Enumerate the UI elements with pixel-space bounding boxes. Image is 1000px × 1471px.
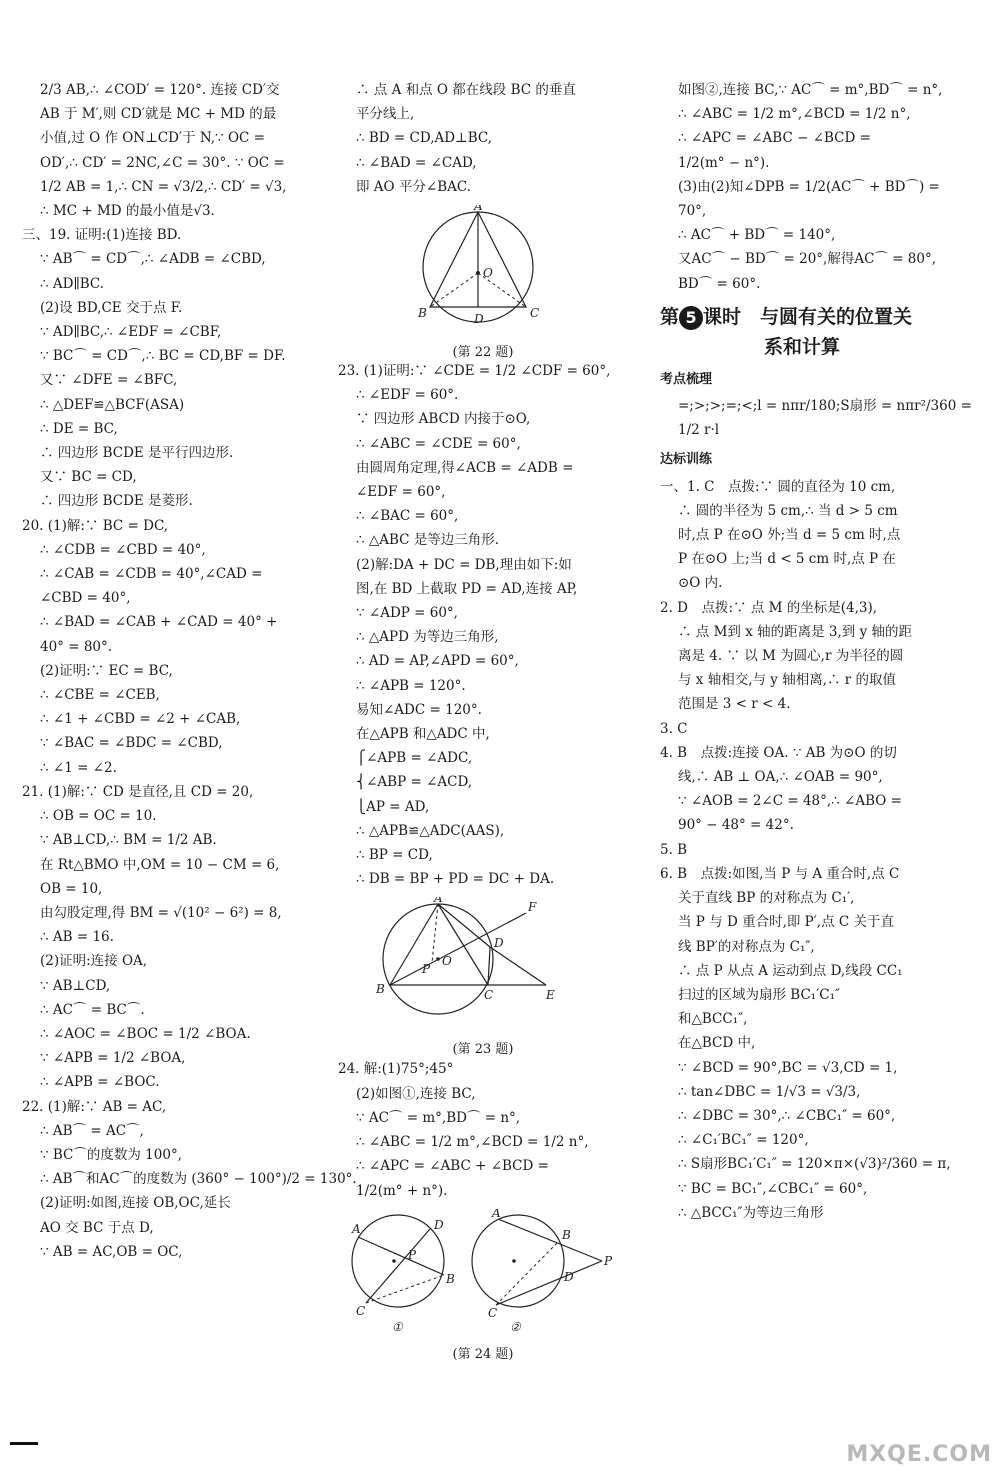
label-C: C bbox=[530, 306, 540, 321]
answer-column-2 bbox=[338, 78, 628, 1363]
figure-caption: (第 22 题) bbox=[452, 345, 514, 361]
text-line: ∴ ∠BAC = 60°, bbox=[356, 508, 459, 525]
text-line: 在△BCD 中, bbox=[678, 1035, 756, 1052]
lesson-number: 5 bbox=[679, 306, 703, 330]
text-line: 由圆周角定理,得∠ACB = ∠ADB = bbox=[356, 459, 574, 476]
text-line: ∴ △APB≌△ADC(AAS), bbox=[356, 822, 505, 839]
text-line: 由勾股定理,得 BM = √(10² − 6²) = 8, bbox=[40, 904, 282, 921]
text-line: ∵ AB⌒ = CD⌒,∴ ∠ADB = ∠CBD, bbox=[40, 251, 266, 268]
text-line: (3)由(2)知∠DPB = 1/2(AC⌒ + BD⌒) = bbox=[678, 178, 940, 195]
text-line: 又AC⌒ − BD⌒ = 20°,解得AC⌒ = 80°, bbox=[678, 251, 937, 268]
text-line: 4. B 点拨:连接 OA. ∵ AB 为⊙O 的切 bbox=[660, 744, 897, 761]
label-E: E bbox=[546, 988, 555, 1003]
watermark: MXQE.COM bbox=[846, 1442, 992, 1467]
text-line: 20. (1)解:∵ BC = DC, bbox=[22, 517, 169, 534]
text-line: ∵ AB⊥CD,∴ BM = 1/2 AB. bbox=[40, 832, 217, 849]
text-line: ∴ ∠APB = 120°. bbox=[356, 677, 466, 694]
subheading-dabiao: 达标训练 bbox=[660, 452, 713, 468]
label-D: D bbox=[564, 1269, 574, 1284]
text-line: ∴ ∠APC = ∠ABC − ∠BCD = bbox=[678, 130, 871, 147]
answer-column-3 bbox=[660, 78, 985, 1225]
text-line: 70°, bbox=[678, 203, 707, 220]
text-line: 如图②,连接 BC,∵ AC⌒ = m°,BD⌒ = n°, bbox=[678, 82, 943, 98]
subheading-kaodian: 考点梳理 bbox=[660, 371, 713, 387]
text-line: (2)解:DA + DC = DB,理由如下:如 bbox=[356, 556, 572, 573]
text-line: 范围是 3 < r < 4. bbox=[678, 696, 791, 713]
text-line: ∵ 四边形 ABCD 内接于⊙O, bbox=[356, 411, 531, 428]
label-B: B bbox=[446, 1271, 455, 1286]
figure-caption: (第 24 题) bbox=[452, 1346, 514, 1362]
text-line: ∵ ∠APB = 1/2 ∠BOA, bbox=[40, 1050, 186, 1067]
text-line: 扫过的区域为扇形 BC₁′C₁″ bbox=[678, 986, 841, 1003]
label-D: D bbox=[494, 936, 504, 951]
text-line: ∴ ∠1 = ∠2. bbox=[40, 759, 117, 776]
label-C: C bbox=[484, 988, 494, 1003]
text-line: =;>;>;=;<;l = nπr/180;S扇形 = nπr²/360 = bbox=[678, 398, 972, 415]
label-C: C bbox=[488, 1305, 498, 1320]
text-line: BD⌒ = 60°. bbox=[678, 275, 761, 292]
text-line: ∴ ∠CDB = ∠CBD = 40°, bbox=[40, 541, 206, 558]
label-A: A bbox=[434, 897, 443, 906]
text-line: 一、1. C 点拨:∵ 圆的直径为 10 cm, bbox=[660, 478, 896, 495]
text-line: 3. C bbox=[660, 720, 688, 737]
text-line: ∴ DB = BP + PD = DC + DA. bbox=[356, 871, 555, 888]
label-C: C bbox=[356, 1303, 366, 1318]
text-line: ∴ 点 A 和点 O 都在线段 BC 的垂直 bbox=[356, 82, 576, 98]
q22-text-end bbox=[338, 78, 628, 199]
text-line: ∴ ∠BAD = ∠CAD, bbox=[356, 154, 477, 171]
two-circles-diagram bbox=[338, 1209, 628, 1335]
text-line: ∴ 圆的半径为 5 cm,∴ 当 d > 5 cm bbox=[678, 502, 898, 519]
text-line: ⎧∠APB = ∠ADC, bbox=[356, 750, 473, 767]
text-line: 1/2(m° + n°). bbox=[356, 1182, 448, 1199]
text-line: 又∵ ∠DFE = ∠BFC, bbox=[40, 372, 178, 389]
label-O: O bbox=[483, 266, 493, 281]
text-line: 时,点 P 在⊙O 外;当 d = 5 cm 时,点 bbox=[678, 527, 901, 544]
text-line: (2)如图①,连接 BC, bbox=[356, 1085, 476, 1102]
text-line: 2. D 点拨:∵ 点 M 的坐标是(4,3), bbox=[660, 599, 878, 616]
text-line: ∴ BD = CD,AD⊥BC, bbox=[356, 130, 493, 147]
label-A: A bbox=[474, 205, 483, 214]
text-line: ∴ ∠DBC = 30°,∴ ∠CBC₁″ = 60°, bbox=[678, 1107, 896, 1124]
text-line: ∴ AB⌒ = AC⌒, bbox=[40, 1122, 144, 1139]
text-line: ∴ △APD 为等边三角形, bbox=[356, 629, 499, 646]
figure-q22 bbox=[338, 205, 628, 361]
text-line: ∴ ∠AOC = ∠BOC = 1/2 ∠BOA. bbox=[40, 1025, 251, 1042]
label-P: P bbox=[422, 962, 431, 977]
section-heading: 第 5 课时 与圆有关的位置关 系和计算 bbox=[660, 305, 913, 358]
q23-text bbox=[338, 359, 628, 891]
text-line: AO 交 BC 于点 D, bbox=[40, 1219, 154, 1236]
text-line: ∠CBD = 40°, bbox=[40, 590, 131, 607]
text-line: ∴ AB = 16. bbox=[40, 929, 114, 946]
text-line: 24. 解:(1)75°;45° bbox=[338, 1061, 454, 1078]
text-line: ∵ BC⌒ = CD⌒,∴ BC = CD,BF = DF. bbox=[40, 348, 286, 365]
text-line: ∴ ∠ABC = ∠CDE = 60°, bbox=[356, 435, 521, 452]
text-line: 40° = 80°. bbox=[40, 638, 113, 655]
text-line: ∴ AB⌒和AC⌒的度数为 (360° − 100°)/2 = 130°. bbox=[40, 1171, 357, 1188]
text-line: ∵ AB⊥CD, bbox=[40, 977, 111, 994]
text-line: 图,在 BD 上截取 PD = AD,连接 AP, bbox=[356, 580, 578, 597]
text-line: 离是 4. ∵ 以 M 为圆心,r 为半径的圆 bbox=[678, 648, 904, 665]
text-line: OB = 10, bbox=[40, 880, 103, 897]
text-line: (2)证明:如图,连接 OB,OC,延长 bbox=[40, 1195, 231, 1212]
text-line: (2)证明:∵ EC = BC, bbox=[40, 662, 173, 679]
text-line: P 在⊙O 上;当 d < 5 cm 时,点 P 在 bbox=[678, 551, 896, 568]
label-B: B bbox=[376, 982, 385, 997]
text-line: ∴ AC⌒ = BC⌒. bbox=[40, 1001, 145, 1018]
figure-q23 bbox=[338, 897, 628, 1057]
text-line: ∴ tan∠DBC = 1/√3 = √3/3, bbox=[678, 1083, 861, 1100]
label-P: P bbox=[604, 1253, 613, 1268]
q24-text bbox=[338, 1057, 628, 1202]
label-A: A bbox=[352, 1221, 361, 1236]
text-line: 即 AO 平分∠BAC. bbox=[356, 178, 472, 195]
text-line: ∵ BC = BC₁″,∠CBC₁″ = 60°, bbox=[678, 1180, 868, 1197]
text-line: 易知∠ADC = 120°. bbox=[356, 701, 482, 718]
text-line: (2)设 BD,CE 交于点 F. bbox=[40, 299, 183, 316]
text-line: 当 P 与 D 重合时,即 P′,点 C 关于直 bbox=[678, 914, 895, 931]
text-line: (2)证明:连接 OA, bbox=[40, 953, 148, 970]
figure-q24 bbox=[338, 1208, 628, 1362]
text-line: ⎨∠ABP = ∠ACD, bbox=[356, 774, 473, 791]
label-B: B bbox=[562, 1227, 571, 1242]
q24-text-end bbox=[660, 78, 985, 296]
text-line: 23. (1)证明:∵ ∠CDE = 1/2 ∠CDF = 60°, bbox=[338, 363, 611, 380]
text-line: 线 BP′的对称点为 C₁″, bbox=[678, 938, 815, 955]
circle-quadrilateral-diagram bbox=[338, 897, 628, 1029]
text-line: 小值,过 O 作 ON⊥CD′于 N,∵ OC = bbox=[40, 130, 265, 147]
text-line: ∴ MC + MD 的最小值是√3. bbox=[40, 203, 215, 220]
page-edge-mark bbox=[10, 1442, 38, 1445]
text-line: ∴ DE = BC, bbox=[40, 420, 118, 437]
text-line: ∴ ∠1 + ∠CBD = ∠2 + ∠CAB, bbox=[40, 711, 241, 728]
dabiao-text bbox=[660, 475, 985, 1225]
text-line: ∴ 四边形 BCDE 是菱形. bbox=[40, 493, 193, 510]
label-D: D bbox=[474, 312, 484, 327]
text-line: 90° − 48° = 42°. bbox=[678, 817, 794, 834]
answer-column-1 bbox=[22, 78, 357, 1264]
text-line: 22. (1)解:∵ AB = AC, bbox=[22, 1098, 167, 1115]
text-line: ∴ △BCC₁″为等边三角形 bbox=[678, 1204, 824, 1221]
label-B: B bbox=[418, 306, 427, 321]
text-line: ∴ ∠CBE = ∠CEB, bbox=[40, 687, 160, 704]
label-O: O bbox=[442, 954, 452, 969]
text-line: ∵ ∠AOB = 2∠C = 48°,∴ ∠ABO = bbox=[678, 793, 902, 810]
text-line: 1/2 r·l bbox=[678, 422, 720, 439]
text-line: ∵ ∠BCD = 90°,BC = √3,CD = 1, bbox=[678, 1059, 898, 1076]
sub-figure-2: ② bbox=[510, 1319, 521, 1334]
circle-triangle-diagram bbox=[338, 205, 628, 333]
text-line: ∴ ∠CAB = ∠CDB = 40°,∠CAD = bbox=[40, 566, 263, 583]
label-P: P bbox=[408, 1247, 417, 1262]
label-A: A bbox=[492, 1208, 501, 1220]
text-line: ∴ ∠APC = ∠ABC + ∠BCD = bbox=[356, 1158, 549, 1175]
text-line: 21. (1)解:∵ CD 是直径,且 CD = 20, bbox=[22, 783, 254, 800]
text-line: ∴ 四边形 BCDE 是平行四边形. bbox=[40, 445, 234, 462]
text-line: AB 于 M′,则 CD′就是 MC + MD 的最 bbox=[40, 106, 277, 123]
text-line: 2/3 AB,∴ ∠COD′ = 120°. 连接 CD′交 bbox=[40, 82, 280, 98]
text-line: ∵ BC⌒的度数为 100°, bbox=[40, 1146, 182, 1163]
text-line: ∴ 点 M到 x 轴的距离是 3,到 y 轴的距 bbox=[678, 623, 912, 640]
text-line: ⎩AP = AD, bbox=[356, 798, 430, 815]
text-line: 三、19. 证明:(1)连接 BD. bbox=[22, 227, 182, 244]
label-D: D bbox=[434, 1217, 444, 1232]
text-line: 在 Rt△BMO 中,OM = 10 − CM = 6, bbox=[40, 856, 280, 873]
text-line: 关于直线 BP 的对称点为 C₁′, bbox=[678, 890, 855, 907]
text-line: ∠EDF = 60°, bbox=[356, 484, 446, 501]
text-line: 1/2(m° − n°). bbox=[678, 154, 770, 171]
text-line: ∴ S扇形BC₁′C₁″ = 120×π×(√3)²/360 = π, bbox=[678, 1156, 951, 1173]
text-line: 又∵ BC = CD, bbox=[40, 469, 137, 486]
text-line: ∴ ∠ABC = 1/2 m°,∠BCD = 1/2 n°, bbox=[678, 106, 911, 123]
sub-figure-1: ① bbox=[392, 1319, 403, 1334]
text-line: ∴ AD∥BC. bbox=[40, 275, 104, 292]
text-line: 1/2 AB = 1,∴ CN = √3/2,∴ CD′ = √3, bbox=[40, 178, 287, 195]
text-line: 和△BCC₁″, bbox=[678, 1011, 748, 1028]
text-line: ∴ ∠BAD = ∠CAB + ∠CAD = 40° + bbox=[40, 614, 278, 631]
text-line: 在△APB 和△ADC 中, bbox=[356, 726, 490, 743]
text-line: ∴ AC⌒ + BD⌒ = 140°, bbox=[678, 227, 836, 244]
text-line: 6. B 点拨:如图,当 P 与 A 重合时,点 C bbox=[660, 865, 900, 882]
text-line: 与 x 轴相交,与 y 轴相离,∴ r 的取值 bbox=[678, 672, 897, 689]
text-line: 5. B bbox=[660, 841, 688, 858]
text-line: OD′,∴ CD′ = 2NC,∠C = 30°. ∵ OC = bbox=[40, 154, 285, 171]
text-line: ∴ ∠APB = ∠BOC. bbox=[40, 1074, 160, 1091]
text-line: ⊙O 内. bbox=[678, 575, 723, 592]
text-line: ∴ △ABC 是等边三角形. bbox=[356, 532, 500, 549]
kaodian-text bbox=[660, 394, 985, 442]
text-line: ∵ ∠ADP = 60°, bbox=[356, 605, 458, 622]
text-line: 平分线上, bbox=[356, 106, 415, 123]
text-line: ∴ ∠ABC = 1/2 m°,∠BCD = 1/2 n°, bbox=[356, 1134, 589, 1151]
text-line: ∴ BP = CD, bbox=[356, 847, 433, 864]
text-line: ∴ ∠C₁′BC₁″ = 120°, bbox=[678, 1132, 809, 1149]
text-line: ∴ OB = OC = 10. bbox=[40, 808, 157, 825]
text-line: ∵ AC⌒ = m°,BD⌒ = n°, bbox=[356, 1109, 521, 1126]
text-line: ∴ △DEF≌△BCF(ASA) bbox=[40, 396, 185, 413]
figure-caption: (第 23 题) bbox=[452, 1041, 514, 1057]
text-line: 线,∴ AB ⊥ OA,∴ ∠OAB = 90°, bbox=[678, 769, 883, 786]
label-F: F bbox=[528, 900, 537, 915]
text-line: ∴ 点 P 从点 A 运动到点 D,线段 CC₁ bbox=[678, 962, 903, 979]
text-line: ∵ ∠BAC = ∠BDC = ∠CBD, bbox=[40, 735, 223, 752]
text-line: ∴ AD = AP,∠APD = 60°, bbox=[356, 653, 519, 670]
text-line: ∴ ∠EDF = 60°. bbox=[356, 387, 459, 404]
text-line: ∵ AD∥BC,∴ ∠EDF = ∠CBF, bbox=[40, 324, 222, 341]
text-line: ∵ AB = AC,OB = OC, bbox=[40, 1243, 183, 1260]
